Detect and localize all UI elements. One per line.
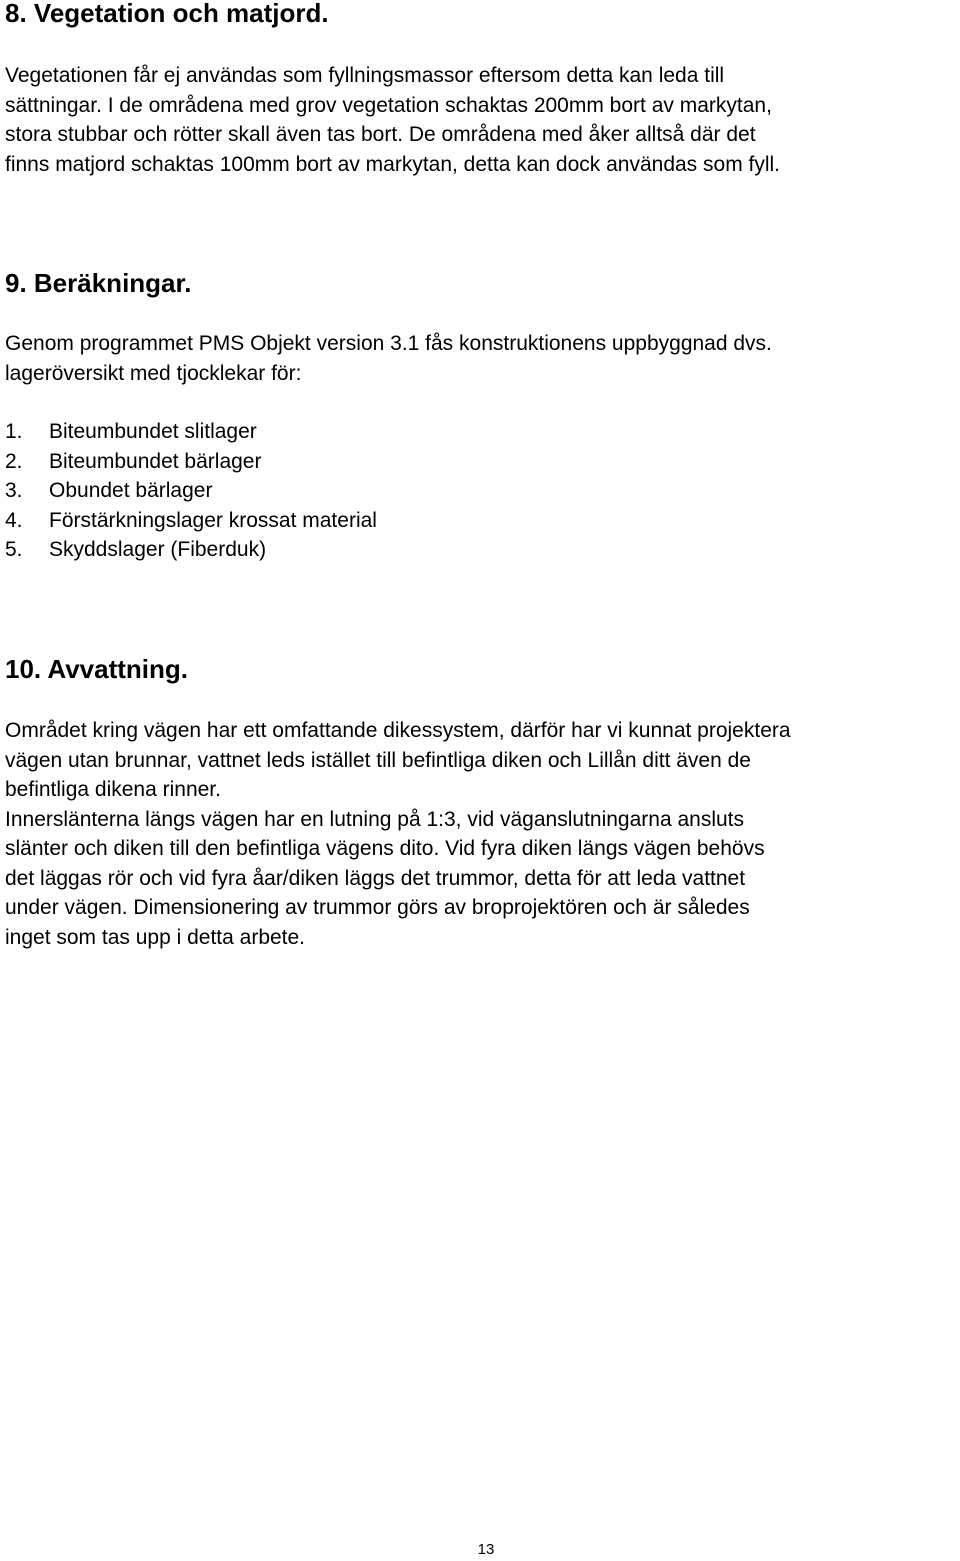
paragraph-line: lageröversikt med tjocklekar för: (5, 361, 302, 385)
paragraph-line: vägen utan brunnar, vattnet leds istället till befintliga diken och Lillån ditt även de (5, 748, 751, 772)
list-item (5, 417, 377, 447)
list-item-text: Skyddslager (Fiberduk) (49, 538, 267, 561)
paragraph-line: finns matjord schaktas 100mm bort av markytan, detta kan dock användas som fyll. (5, 152, 781, 176)
list-item (5, 506, 377, 536)
list-item (5, 476, 377, 506)
paragraph-avvattning (5, 716, 791, 952)
paragraph-line: Genom programmet PMS Objekt version 3.1 fås konstruktionens uppbyggnad dvs. (5, 332, 772, 355)
list-item-text: Biteumbundet slitlager (49, 420, 257, 443)
paragraph-berakningar (5, 329, 772, 388)
list-item (5, 535, 377, 565)
paragraph-line: Vegetationen får ej användas som fyllningsmassor eftersom detta kan leda till (5, 64, 725, 87)
list-item-number: 1. (5, 420, 23, 443)
page-number: 13 (477, 1541, 495, 1558)
paragraph-line: under vägen. Dimensionering av trummor görs av broprojektören och är således (5, 896, 750, 919)
paragraph-line: Innerslänterna längs vägen har en lutning på 1:3, vid väganslutningarna ansluts (5, 807, 745, 831)
paragraph-vegetation (5, 61, 780, 179)
section-heading-vegetation: 8. Vegetation och matjord. (5, 0, 329, 28)
list-item-number: 2. (5, 449, 23, 473)
list-item-text: Biteumbundet bärlager (49, 449, 262, 473)
list-item-number: 4. (5, 508, 23, 532)
list-item-number: 3. (5, 479, 23, 502)
paragraph-line: sättningar. I de områdena med grov vegetation schaktas 200mm bort av markytan, (5, 93, 772, 117)
paragraph-line: Området kring vägen har ett omfattande dikessystem, därför har vi kunnat projektera (5, 719, 791, 742)
list-item (5, 447, 377, 477)
paragraph-line: inget som tas upp i detta arbete. (5, 925, 306, 949)
section-heading-avvattning: 10. Avvattning. (5, 654, 189, 684)
paragraph-line: stora stubbar och rötter skall även tas bort. De områdena med åker alltså där det (5, 123, 756, 146)
list-item-text: Obundet bärlager (49, 479, 213, 502)
section-heading-berakningar: 9. Beräkningar. (5, 268, 192, 298)
paragraph-line: slänter och diken till den befintliga vägens dito. Vid fyra diken längs vägen behövs (5, 837, 765, 860)
layer-list (5, 417, 377, 565)
paragraph-line: befintliga dikena rinner. (5, 778, 221, 801)
list-item-number: 5. (5, 538, 23, 561)
list-item-text: Förstärkningslager krossat material (49, 508, 377, 532)
paragraph-line: det läggas rör och vid fyra åar/diken läggs det trummor, detta för att leda vattnet (5, 866, 746, 890)
